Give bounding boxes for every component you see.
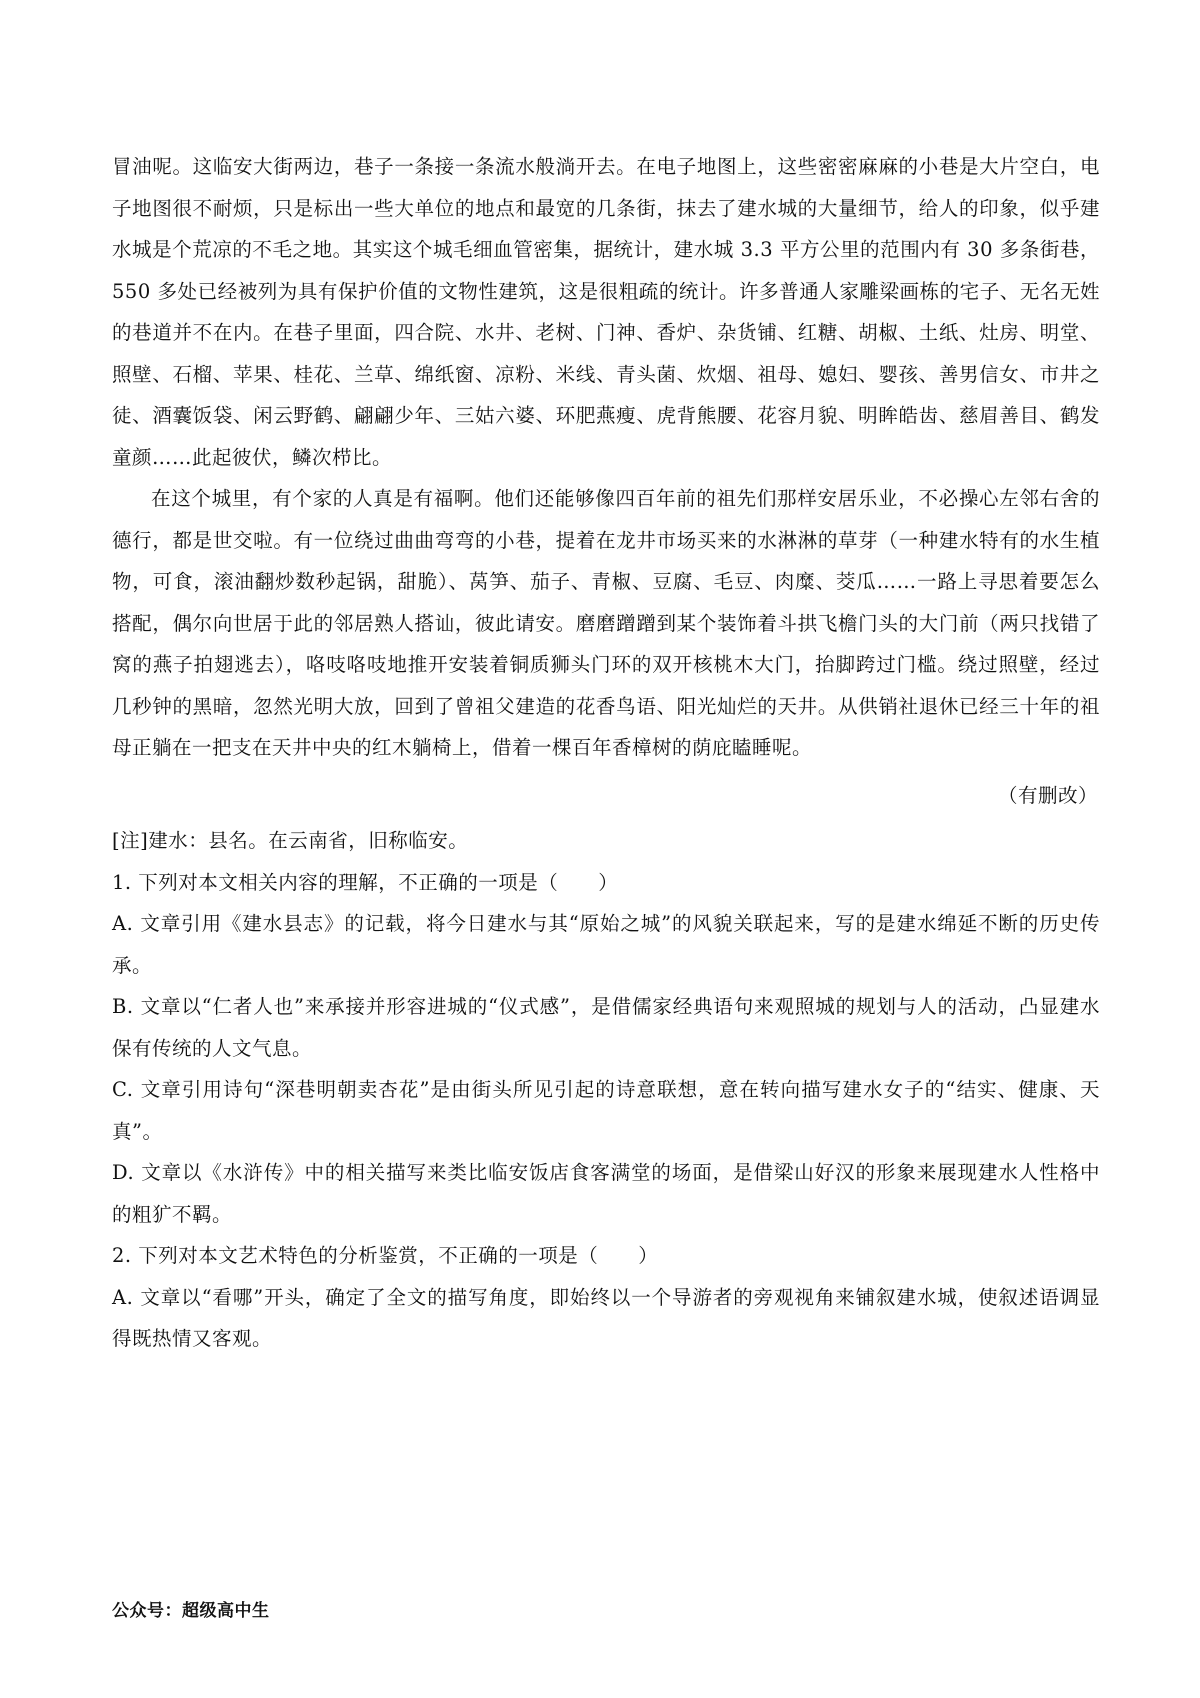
footer-watermark: 公众号：超级高中生 xyxy=(112,1601,270,1621)
document-body xyxy=(112,146,1100,1360)
body-paragraph: 在这个城里，有个家的人真是有福啊。他们还能够像四百年前的祖先们那样安居乐业，不必操心左邻右舍的德行，都是世交啦。有一位绕过曲曲弯弯的小巷，提着在龙井市场买来的水淋淋的草芽（一种建水特有的水生植物，可食，滚油翻炒数秒起锅，甜脆）、莴笋、茄子、青椒、豆腐、毛豆、肉糜、茭瓜……一路上寻思着要怎么搭配，偶尔向世居于此的邻居熟人搭讪，彼此请安。磨磨蹭蹭到某个装饰着斗拱飞檐门头的大门前（两只找错了窝的燕子拍翅逃去），咯吱咯吱地推开安装着铜质狮头门环的双开核桃木大门，抬脚跨过门槛。绕过照壁，经过几秒钟的黑暗，忽然光明大放，回到了曾祖父建造的花香鸟语、阳光灿烂的天井。从供销社退休已经三十年的祖母正躺在一把支在天井中央的红木躺椅上，借着一棵百年香樟树的荫庇瞌睡呢。 xyxy=(112,487,1100,759)
question-option: B. 文章以“仁者人也”来承接并形容进城的“仪式感”，是借儒家经典语句来观照城的规划与人的活动，凸显建水保有传统的人文气息。 xyxy=(112,995,1100,1060)
question-stem: 1. 下列对本文相关内容的理解，不正确的一项是（ ） xyxy=(112,870,619,894)
question-option: A. 文章以“看哪”开头，确定了全文的描写角度，即始终以一个导游者的旁观视角来铺叙建水城，使叙述语调显得既热情又客观。 xyxy=(112,1285,1100,1350)
source-note: （有删改） xyxy=(997,783,1098,807)
body-paragraph: 冒油呢。这临安大街两边，巷子一条接一条流水般淌开去。在电子地图上，这些密密麻麻的小巷是大片空白，电子地图很不耐烦，只是标出一些大单位的地点和最宽的几条街，抹去了建水城的大量细节，给人的印象，似乎建水城是个荒凉的不毛之地。其实这个城毛细血管密集，据统计，建水城 3.3 平方公里的范围内有 30 多条街巷，550 多处已经被列为具有保护价值的文物性建筑，这是很粗疏的统计。许多普通人家雕梁画栋的宅子、无名无姓的巷道并不在内。在巷子里面，四合院、水井、老树、门神、香炉、杂货铺、红糖、胡椒、土纸、灶房、明堂、照壁、石榴、苹果、桂花、兰草、绵纸窗、凉粉、米线、青头菌、炊烟、祖母、媳妇、婴孩、善男信女、市井之徒、酒囊饭袋、闲云野鹤、翩翩少年、三姑六婆、环肥燕瘦、虎背熊腰、花容月貌、明眸皓齿、慈眉善目、鹤发童颜……此起彼伏，鳞次栉比。 xyxy=(112,155,1100,469)
question-option: A. 文章引用《建水县志》的记载，将今日建水与其“原始之城”的风貌关联起来，写的是建水绵延不断的历史传承。 xyxy=(112,912,1100,977)
question-option: C. 文章引用诗句“深巷明朝卖杏花”是由街头所见引起的诗意联想，意在转向描写建水女子的“结实、健康、天真”。 xyxy=(112,1078,1100,1143)
question-stem: 2. 下列对本文艺术特色的分析鉴赏，不正确的一项是（ ） xyxy=(112,1244,659,1267)
annotation: [注]建水：县名。在云南省，旧称临安。 xyxy=(112,829,469,852)
question-option: D. 文章以《水浒传》中的相关描写来类比临安饭店食客满堂的场面，是借梁山好汉的形象来展现建水人性格中的粗犷不羁。 xyxy=(112,1161,1100,1226)
